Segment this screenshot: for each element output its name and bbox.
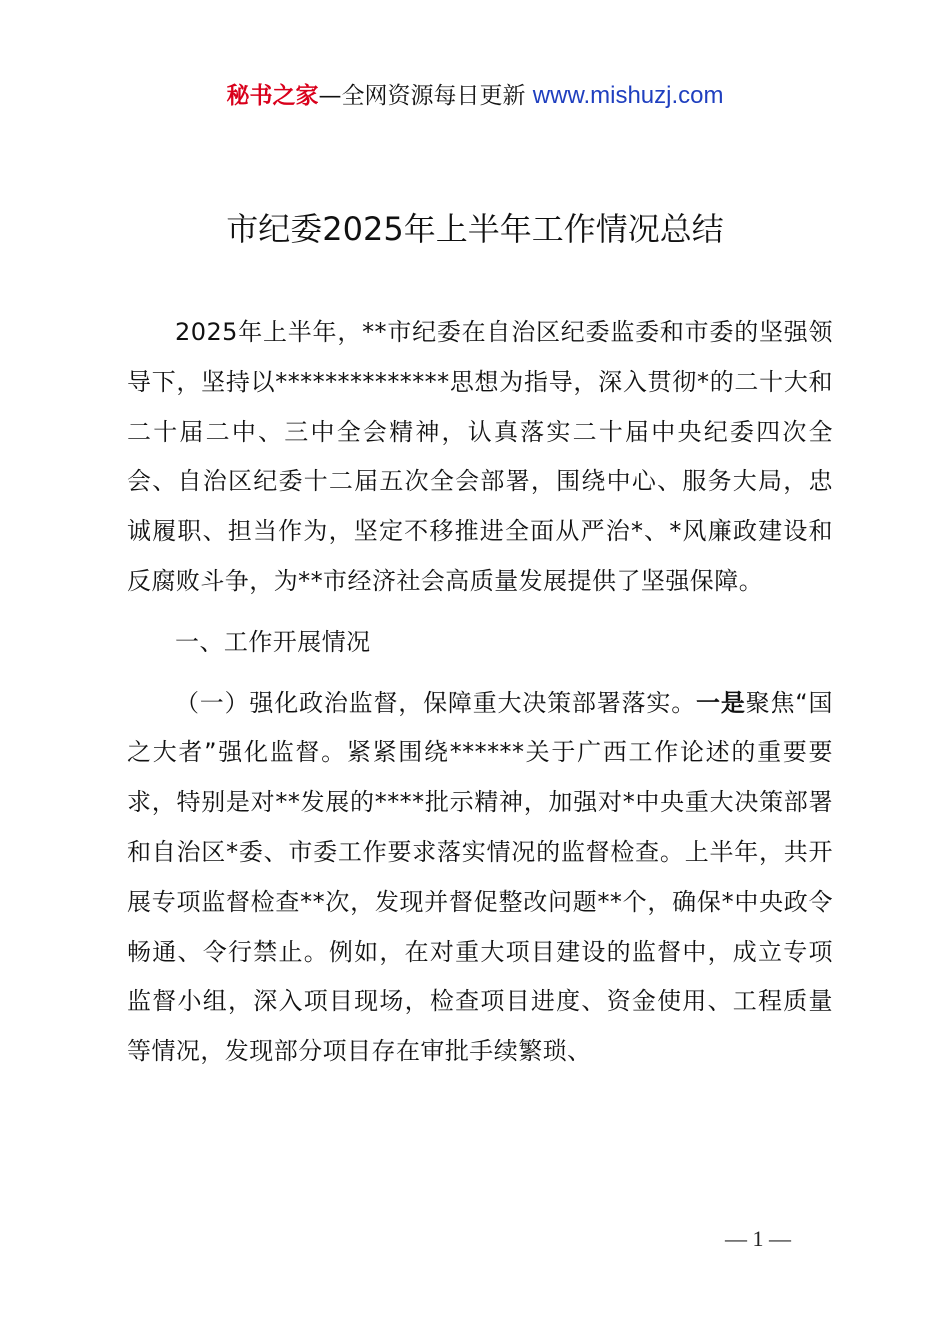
site-brand: 秘书之家 (226, 83, 319, 109)
subsection-lead: （一）强化政治监督，保障重大决策部署落实。 (175, 688, 697, 717)
subsection-text: 聚焦“国之大者”强化监督。紧紧围绕******关于广西工作论述的重要要求，特别是对**发展的****批示精神，加强对*中央重大决策部署和自治区*委、市委工作要求落实情况的监督检查。上半年，共开展专项监督检查**次，发现并督促整改问题**个，确保*中央政令畅通、令行禁止。例如，在对重大项目建设的监督中，成立专项监督小组，深入项目现场，检查项目进度、资金使用、工程质量等情况，发现部分项目存在审批手续繁琐、 (127, 688, 833, 1066)
section-1-paragraph (127, 679, 833, 1077)
page-number: — 1 — (725, 1226, 791, 1251)
document-title: 市纪委2025年上半年工作情况总结 (226, 210, 724, 249)
site-header (0, 80, 950, 112)
bold-lead-text: 一是 (696, 688, 746, 717)
document-body (127, 308, 833, 1077)
section-heading: 一、工作开展情况 (175, 627, 371, 656)
site-url-link[interactable]: www.mishuzj.com (532, 82, 724, 109)
intro-paragraph: 2025年上半年，**市纪委在自治区纪委监委和市委的坚强领导下，坚持以**************思想为指导，深入贯彻*的二十大和二十届二中、三中全会精神，认真落实二十届中央纪委四次全会、自治区纪委十二届五次全会部署，围绕中心、服务大局，忠诚履职、担当作为，坚定不移推进全面从严治*、*风廉政建设和反腐败斗争，为**市经济社会高质量发展提供了坚强保障。 (127, 318, 833, 595)
site-tagline: —全网资源每日更新 (318, 83, 526, 109)
